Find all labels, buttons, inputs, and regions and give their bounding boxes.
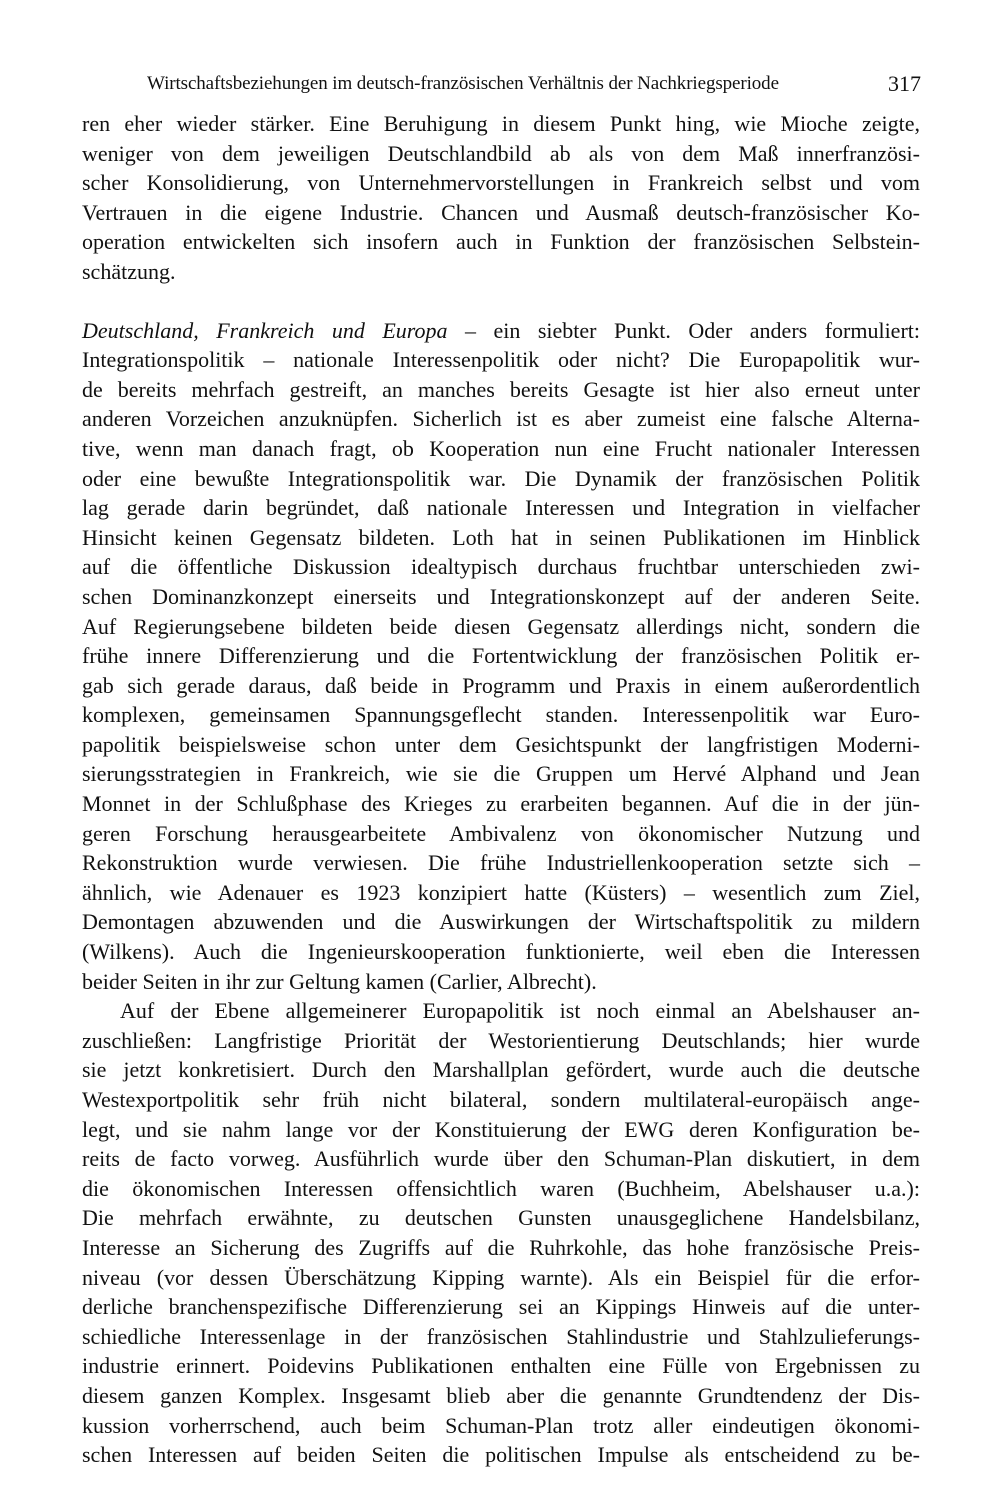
text-line: oder eine bewußte Integrationspolitik war. Die Dynamik der französischen Politik <box>82 465 920 491</box>
running-head <box>147 69 921 99</box>
text-line: komplexen, gemeinsamen Spannungsgeflecht standen. Interessenpolitik war Euro- <box>82 702 920 728</box>
section-lead-text: – ein siebter Punkt. Oder anders formuliert: <box>447 317 920 343</box>
text-line: Auf Regierungsebene bildeten beide diesen Gegensatz allerdings nicht, sondern die <box>82 613 920 639</box>
text-line: operation entwickelten sich insofern auch in Funktion der französischen Selbstein- <box>82 229 920 255</box>
paragraph-gap <box>82 287 920 316</box>
text-line: schätzung. <box>82 258 176 284</box>
section-lead-italic: Deutschland, Frankreich und Europa <box>82 317 448 343</box>
text-line: schen Dominanzkonzept einerseits und Integrationskonzept auf der anderen Seite. <box>82 583 920 609</box>
text-line: derliche branchenspezifische Differenzierung sei an Kippings Hinweis auf die unter- <box>82 1294 920 1320</box>
text-line: legt, und sie nahm lange vor der Konstituierung der EWG deren Konfiguration be- <box>82 1116 920 1142</box>
text-line: industrie erinnert. Poidevins Publikationen enthalten eine Fülle von Ergebnissen zu <box>82 1353 920 1379</box>
text-line: ren eher wieder stärker. Eine Beruhigung in diesem Punkt hing, wie Mioche zeigte, <box>82 111 920 136</box>
text-line: Integrationspolitik – nationale Interessenpolitik oder nicht? Die Europapolitik wur- <box>82 347 920 373</box>
text-line: Westexportpolitik sehr früh nicht bilateral, sondern multilateral-europäisch ange- <box>82 1087 920 1112</box>
text-line: sierungsstrategien in Frankreich, wie sie die Gruppen um Hervé Alphand und Jean <box>82 761 920 787</box>
text-line: lag gerade darin begründet, daß nationale Interessen und Integration in vielfacher <box>82 495 920 521</box>
text-line: diesem ganzen Komplex. Insgesamt blieb aber die genannte Grundtendenz der Dis- <box>82 1382 920 1408</box>
running-title: Wirtschaftsbeziehungen im deutsch-französischen Verhältnis der Nachkriegsperiode <box>147 73 779 94</box>
text-line: beider Seiten in ihr zur Geltung kamen (Carlier, Albrecht). <box>82 968 597 994</box>
text-line: Hinsicht keinen Gegensatz bildeten. Loth hat in seinen Publikationen im Hinblick <box>82 524 920 550</box>
text-line: de bereits mehrfach gestreift, an manches bereits Gesagte ist hier also erneut unter <box>82 376 920 402</box>
text-line: niveau (vor dessen Überschätzung Kipping warnte). Als ein Beispiel für die erfor- <box>82 1264 920 1290</box>
text-line: kussion vorherrschend, auch beim Schuman-Plan trotz aller eindeutigen ökonomi- <box>82 1412 920 1438</box>
text-line: Interesse an Sicherung des Zugriffs auf die Ruhrkohle, das hohe französische Preis- <box>82 1234 920 1260</box>
text-line: scher Konsolidierung, von Unternehmervorstellungen in Frankreich selbst und vom <box>82 170 920 196</box>
text-line: (Wilkens). Auch die Ingenieurskooperation funktionierte, weil eben die Interessen <box>82 939 920 965</box>
text-line <box>82 316 920 346</box>
text-line: schiedliche Interessenlage in der französischen Stahlindustrie und Stahlzulieferungs- <box>82 1323 920 1349</box>
text-line: sie jetzt konkretisiert. Durch den Marshallplan gefördert, wurde auch die deutsche <box>82 1057 920 1083</box>
text-line: auf die öffentliche Diskussion idealtypisch durchaus fruchtbar unterschieden zwi- <box>82 554 920 580</box>
text-line: schen Interessen auf beiden Seiten die politischen Impulse als entscheidend zu be- <box>82 1442 920 1468</box>
text-line: tive, wenn man danach fragt, ob Kooperation nun eine Frucht nationaler Interessen <box>82 435 920 461</box>
text-line: Monnet in der Schlußphase des Krieges zu erarbeiten begannen. Auf die in der jün- <box>82 791 920 817</box>
text-line: Vertrauen in die eigene Industrie. Chancen und Ausmaß deutsch-französischer Ko- <box>82 199 920 225</box>
text-line: anderen Vorzeichen anzuknüpfen. Sicherlich ist es aber zumeist eine falsche Alterna- <box>82 406 920 432</box>
text-line: die ökonomischen Interessen offensichtlich waren (Buchheim, Abelshauser u.a.): <box>82 1175 920 1201</box>
text-line: Auf der Ebene allgemeinerer Europapolitik ist noch einmal an Abelshauser an- <box>120 998 920 1024</box>
text-line: zuschließen: Langfristige Priorität der Westorientierung Deutschlands; hier wurde <box>82 1027 920 1053</box>
text-line: weniger von dem jeweiligen Deutschlandbild ab als von dem Maß innerfranzösi- <box>82 140 920 166</box>
text-line: Demontagen abzuwenden und die Auswirkungen der Wirtschaftspolitik zu mildern <box>82 909 920 935</box>
text-line: ähnlich, wie Adenauer es 1923 konzipiert hatte (Küsters) – wesentlich zum Ziel, <box>82 879 920 905</box>
text-line: frühe innere Differenzierung und die Fortentwicklung der französischen Politik er- <box>82 643 920 669</box>
text-line: Rekonstruktion wurde verwiesen. Die frühe Industriellenkooperation setzte sich – <box>82 850 920 876</box>
text-line: papolitik beispielsweise schon unter dem Gesichtspunkt der langfristigen Moderni- <box>82 731 920 757</box>
text-line: reits de facto vorweg. Ausführlich wurde über den Schuman-Plan diskutiert, in dem <box>82 1146 920 1172</box>
paragraph-3 <box>82 996 920 1470</box>
text-line: gab sich gerade daraus, daß beide in Programm und Praxis in einem außerordentlich <box>82 672 920 698</box>
text-line: Die mehrfach erwähnte, zu deutschen Gunsten unausgeglichene Handelsbilanz, <box>82 1205 920 1231</box>
page-number: 317 <box>888 71 921 96</box>
text-line: geren Forschung herausgearbeitete Ambivalenz von ökonomischer Nutzung und <box>82 820 920 846</box>
paragraph-1 <box>82 109 920 287</box>
paragraph-2 <box>82 316 920 997</box>
body-text <box>82 109 920 1470</box>
